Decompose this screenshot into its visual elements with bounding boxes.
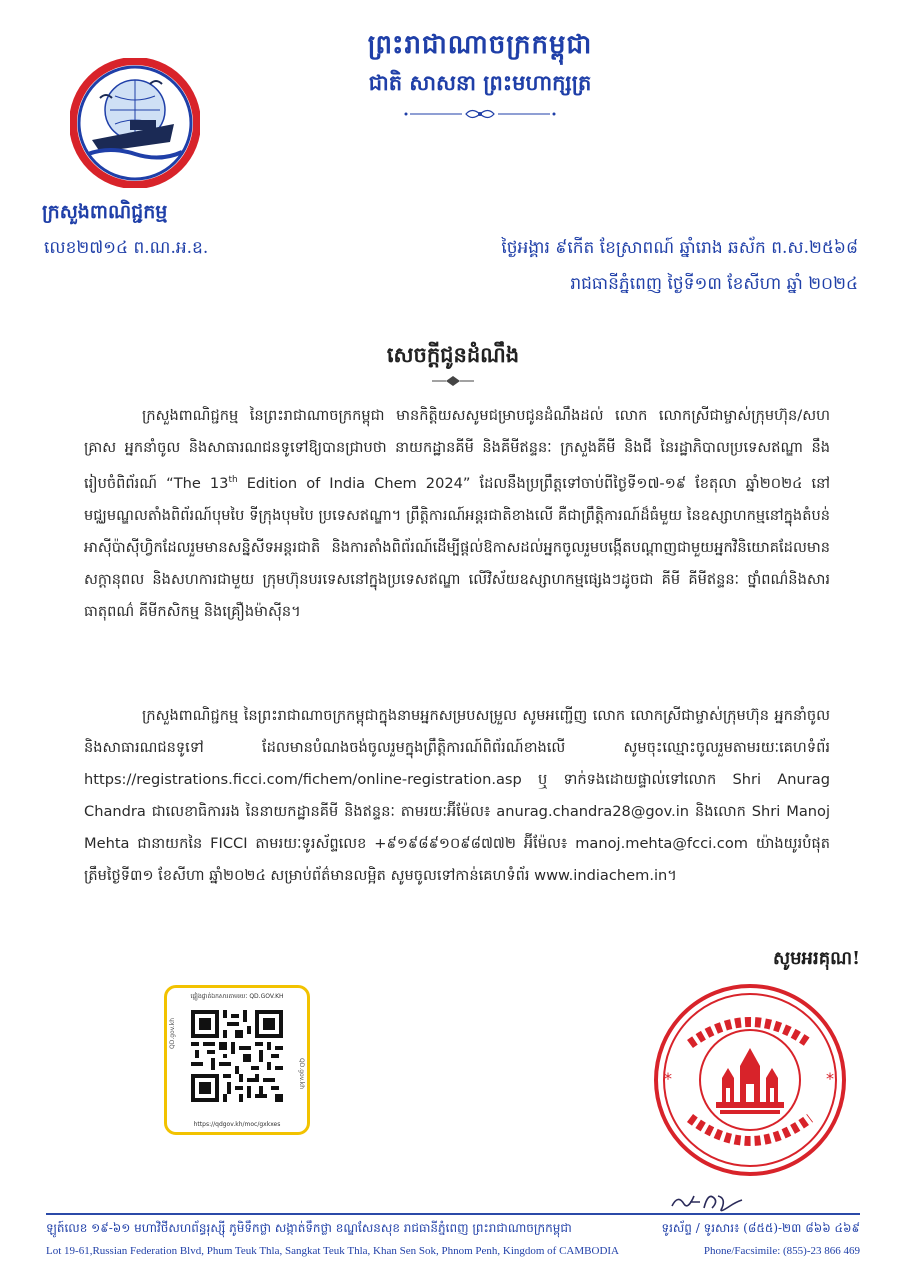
svg-text:*: *: [826, 1069, 834, 1088]
qr-side-label-right: QD.gov.kh: [298, 1058, 305, 1089]
footer-english-phone: Phone/Facsimile: (855)-23 866 469: [703, 1245, 860, 1257]
official-seal-stamp: [650, 980, 850, 1180]
paragraph-1-text-a: ក្រសួងពាណិជ្ជកម្ម នៃព្រះរាជាណាចក្រកម្ពុជា មានកិត្តិយសសូមជម្រាបជូនដំណឹងដល់ លោក លោកស្រីជាម្ចាស់ក្រុមហ៊ុន/សហគ្រាស អ្នកនាំចូល និងសាធារណជនទូទៅឱ្យបានជ្រាបថា នាយកដ្ឋានគីមី និងគីមីឥន្ទនៈ ក្រសួងគីមី និងជី នៃរដ្ឋាភិបាលប្រទេសឥណ្ឌា នឹងរៀបចំពិព័រណ៍ “The 13: [84, 407, 830, 492]
qr-title: ផ្ទៀងផ្ទាត់ឯកសារតាមរយៈ QD.GOV.KH: [190, 993, 284, 1000]
qr-verification-box: [164, 985, 310, 1135]
closing-thanks: សូមអរគុណ!: [772, 948, 860, 969]
ornament-divider-icon: [400, 106, 560, 122]
footer-khmer-phone: ទូរស័ព្ទ / ទូរសារ៖ (៨៥៥)-២៣ ៨៦៦ ៤៦៩: [661, 1221, 860, 1235]
ordinal-suffix: th: [228, 475, 238, 485]
qr-url: https://qdgov.kh/moc/gxkxes: [193, 1121, 281, 1128]
body-paragraph-2: ក្រសួងពាណិជ្ជកម្ម នៃព្រះរាជាណាចក្រកម្ពុជាក្នុងនាមអ្នកសម្របសម្រួល សូមអញ្ជើញ លោក លោកស្រីជាម្ចាស់ក្រុមហ៊ុន អ្នកនាំចូល និងសាធារណជនទូទៅ ដែលមានបំណងចង់ចូលរួមក្នុងព្រឹត្តិការណ៍ពិព័រណ៍ខាងលើ សូមចុះឈ្មោះចូលរួមតាមរយៈគេហទំព័រ https://registrations.ficci.com/fichem/online-registration.asp ឬ ទាក់ទងដោយផ្ទាល់ទៅលោក Shri Anurag Chandra ជាលេខាធិការរង នៃនាយកដ្ឋានគីមី និងឥន្ទនៈ តាមរយៈអ៊ីម៉ែល៖ anurag.chandra28@gov.in និងលោក Shri Manoj Mehta ជានាយកនៃ FICCI តាមរយៈទូរស័ព្ទលេខ +៩១៩៨៩១០៩៨៧៧២ អ៊ីម៉ែល៖ manoj.mehta@fcci.com យ៉ាងយូរបំផុតត្រឹមថ្ងៃទី៣១ ខែសីហា ឆ្នាំ២០២៤ សម្រាប់ព័ត៌មានលម្អិត សូមចូលទៅកាន់គេហទំព័រ www.indiachem.in។: [84, 707, 830, 884]
signature-mark: [668, 1188, 758, 1216]
subject-ornament-icon: [428, 374, 478, 388]
national-motto: ជាតិ សាសនា ព្រះមហាក្សត្រ: [368, 70, 592, 95]
footer-divider: [46, 1213, 860, 1215]
qr-code[interactable]: [191, 1010, 283, 1102]
footer-english-address: Lot 19-61,Russian Federation Blvd, Phum Teuk Thla, Sangkat Teuk Thla, Khan Sen Sok, Phnom Penh, Kingdom of CAMBODIA: [46, 1245, 619, 1257]
qr-side-label-left: QD.gov.kh: [169, 1018, 176, 1049]
ministry-name: ក្រសួងពាណិជ្ជកម្ម: [42, 201, 168, 223]
lunar-date: ថ្ងៃអង្គារ ៩កើត ខែស្រាពណ៍ ឆ្នាំរោង ឆស័ក ព.ស.២៥៦៨: [501, 238, 858, 258]
ministry-logo: [70, 58, 200, 188]
footer-khmer-address: ឡូត៍លេខ ១៩-៦១ មហាវិថីសហព័ន្ធរុស្ស៊ី ភូមិទឹកថ្លា សង្កាត់ទឹកថ្លា ខណ្ឌសែនសុខ រាជធានីភ្នំពេញ ព្រះរាជាណាចក្រកម្ពុជា: [46, 1221, 572, 1235]
solar-date: រាជធានីភ្នំពេញ ថ្ងៃទី១៣ ខែសីហា ឆ្នាំ ២០២៤: [570, 274, 858, 294]
body-paragraph-1: [84, 400, 830, 628]
svg-text:*: *: [664, 1069, 672, 1088]
document-subject: សេចក្តីជូនដំណឹង: [386, 342, 520, 367]
kingdom-heading: ព្រះរាជាណាចក្រកម្ពុជា: [367, 30, 593, 60]
footer-english: [46, 1245, 860, 1257]
reference-number: លេខ២៧១៤ ព.ណ.អ.ឧ.: [44, 238, 209, 258]
paragraph-1-text-b: Edition of India Chem 2024” ដែលនឹងប្រព្រឹត្តទៅចាប់ពីថ្ងៃទី១៧-១៩ ខែតុលា ឆ្នាំ២០២៤ នៅមជ្ឈមណ្ឌលតាំងពិព័រណ៍បុមបៃ ទីក្រុងបុមបៃ ប្រទេសឥណ្ឌា។ ព្រឹត្តិការណ៍អន្តរជាតិខាងលើ គឺជាព្រឹត្តិការណ៍ដ៏ធំមួយ នៃឧស្សាហកម្មនៅក្នុងតំបន់អាស៊ីប៉ាស៊ីហ្វិកដែលរួមមានសន្និសីទអន្តរជាតិ និងការតាំងពិព័រណ៍ដើម្បីផ្តល់ឱកាសដល់អ្នកចូលរួមបង្កើតបណ្តាញជាមួយអ្នកវិនិយោគដែលមានសក្តានុពល និងសហការជាមួយ ក្រុមហ៊ុនបរទេសនៅក្នុងប្រទេសឥណ្ឌា លើវិស័យឧស្សាហកម្មផ្សេងៗដូចជា គីមី គីមីឥន្ទនៈ ថ្នាំពណ៌និងសារធាតុពណ៌ គីមីកសិកម្ម និងគ្រឿងម៉ាស៊ីន។: [84, 474, 830, 620]
footer-khmer: [46, 1220, 860, 1238]
